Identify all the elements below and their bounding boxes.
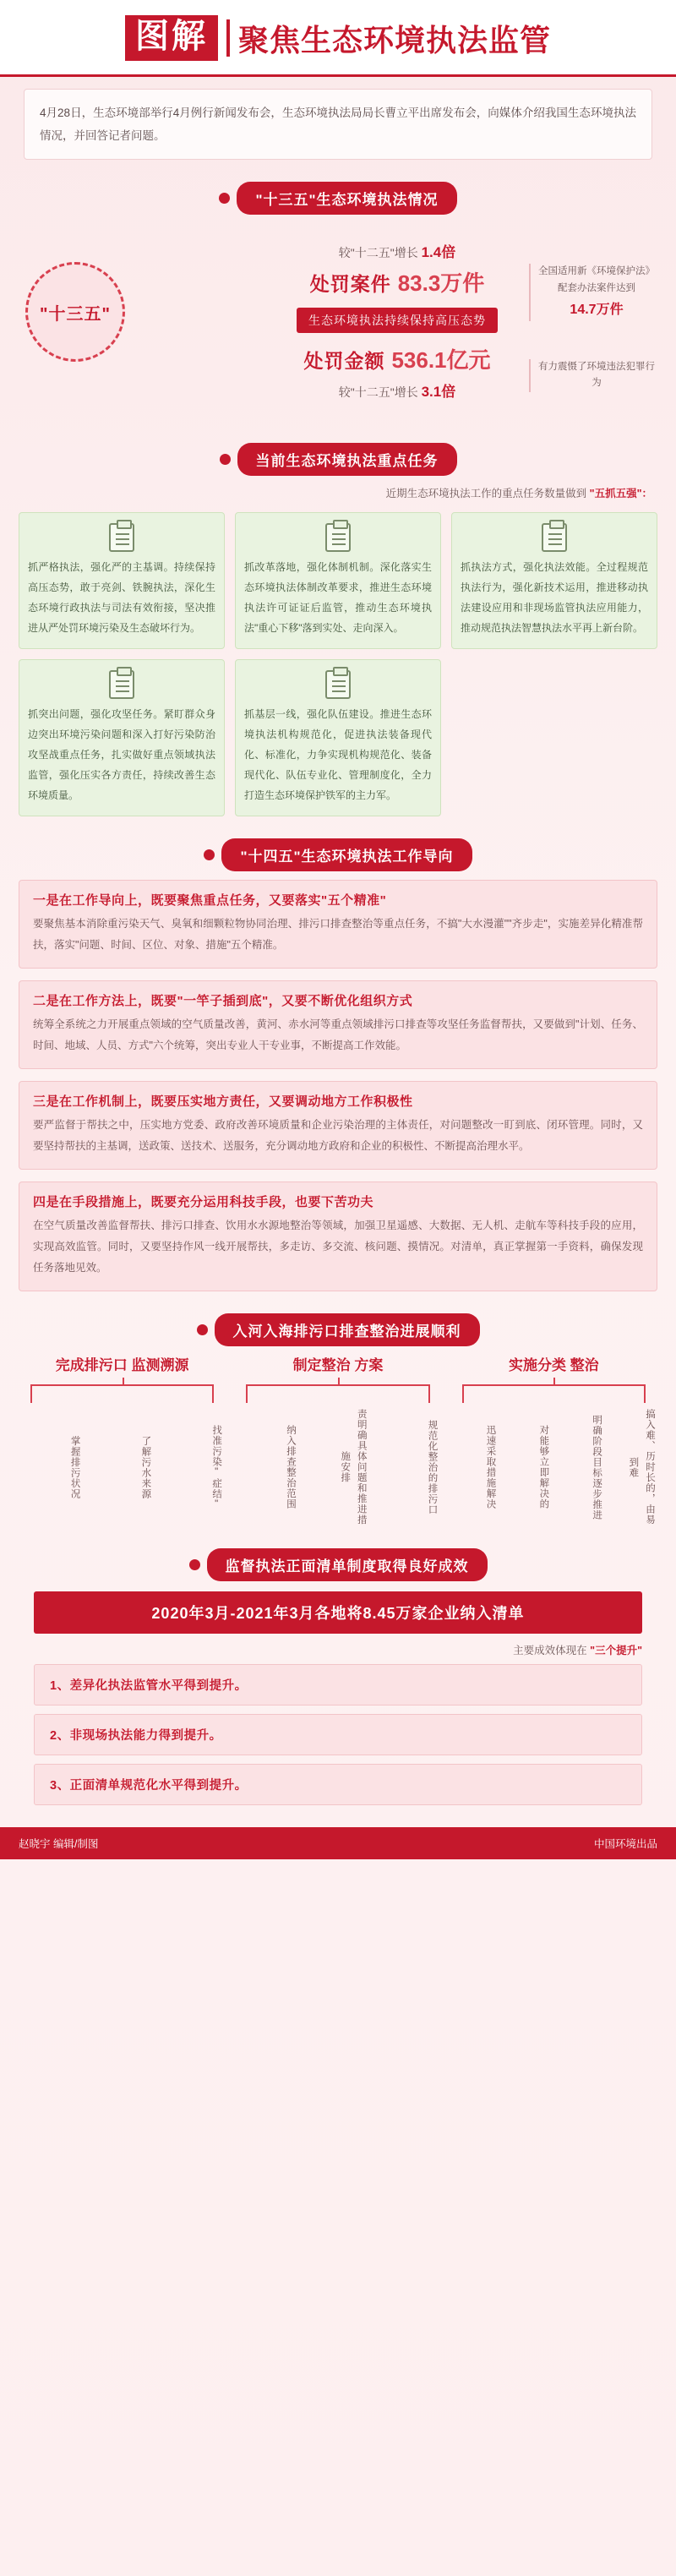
section5-title (0, 1548, 676, 1581)
stat-amount-label: 处罚金额 (303, 350, 385, 372)
task-card-text: 抓突出问题，强化攻坚任务。紧盯群众身边突出环境污染问题和深入打好污染防治攻坚战重点任务，扎实做好重点领域执法监管，强化压实各方责任，持续改善生态环境质量。 (28, 707, 215, 801)
section5-title-text: 监督执法正面清单制度取得良好成效 (207, 1548, 488, 1581)
bracket-icon (246, 1384, 429, 1403)
bullet-dot-icon (189, 1559, 200, 1570)
section5-note-text: 主要成效体现在 (513, 1645, 587, 1656)
lead-paragraph: 4月28日，生态环境部举行4月例行新闻发布会，生态环境执法局局长曹立平出席发布会，向媒体介绍我国生态环境执法情况，并回答记者问题。 (24, 89, 652, 160)
section2-title-text: 当前生态环境执法重点任务 (237, 443, 457, 476)
task-card-grid (19, 512, 657, 816)
section2-intro (24, 484, 652, 504)
port-sub-item: 责明确具体问题和推进措施安排 (340, 1409, 367, 1525)
header-divider (226, 19, 230, 57)
guidance-heading: 四是在手段措施上，既要充分运用科技手段，也要下苦功夫 (33, 1194, 374, 1209)
port-sub-item: 对能够立即解决的 (538, 1425, 549, 1509)
port-column-title: 完成排污口 监测溯源 (55, 1356, 189, 1373)
guidance-heading: 二是在工作方法上，既要"一竿子插到底"，又要不断优化组织方式 (33, 993, 413, 1008)
port-column (234, 1355, 441, 1527)
section1-title-text: "十三五"生态环境执法情况 (237, 182, 456, 215)
bullet-dot-icon (219, 193, 230, 204)
clipboard-icon (325, 523, 351, 552)
port-sub-item: 掌握排污状况 (69, 1435, 80, 1499)
achievement-list (34, 1664, 642, 1805)
side-note-1-value: 14.7万件 (570, 303, 624, 318)
section2-intro-highlight: "五抓五强"： (589, 488, 652, 499)
task-card (19, 659, 225, 816)
side-note-1 (529, 264, 656, 321)
stat-bottom-note-text: 较"十二五"增长 (338, 385, 418, 399)
stat-cases-value: 83.3万件 (397, 270, 485, 296)
task-card (451, 512, 657, 649)
task-card-text: 抓基层一线，强化队伍建设。推进生态环境执法机构规范化，促进执法装备现代化、标准化，力争实现机构规范化、装备现代化、队伍专业化、管理制度化，全力打造生态环境保护铁军的主力军。 (244, 707, 432, 801)
section3-title (0, 838, 676, 871)
page-header (0, 0, 676, 77)
stat-amount-value: 536.1亿元 (391, 347, 491, 373)
bullet-dot-icon (197, 1324, 208, 1335)
port-sub-item: 搞入难、历时长的，由易到难 (628, 1409, 655, 1525)
section1-stats (20, 223, 656, 421)
guidance-body: 在空气质量改善监督帮扶、排污口排查、饮用水水源地整治等领域，加强卫星遥感、大数据、无人机、走航车等科技手段的应用，实现高效监管。同时，又要坚持作风一线开展帮扶，多走访、多交流、核问题、摸情况。对清单，真正掌握第一手资料，确保发现任务落地见效。 (33, 1219, 643, 1274)
port-column-title: 制定整治 方案 (292, 1356, 384, 1373)
achievement-item: 1、差异化执法监管水平得到提升。 (34, 1664, 642, 1706)
guidance-item (19, 1182, 657, 1291)
guidance-item (19, 980, 657, 1069)
section3-title-text: "十四五"生态环境执法工作导向 (221, 838, 472, 871)
clipboard-icon (109, 523, 134, 552)
footer-publisher: 中国环境出品 (593, 1838, 657, 1850)
achievement-item: 3、正面清单规范化水平得到提升。 (34, 1764, 642, 1805)
side-note-1-text: 全国适用新《环境保护法》配套办法案件达到 (538, 266, 655, 293)
guidance-body: 要严监督于帮扶之中，压实地方党委、政府改善环境质量和企业污染治理的主体责任，对问题整改一盯到底、闭环管理。同时，又要坚持帮扶的主基调，送政策、送技术、送服务，充分调动地方政府和企业的积极性、不断提高治理水平。 (33, 1118, 643, 1152)
port-sub-item: 迅速采取措施解决 (485, 1425, 496, 1509)
section4-title-text: 入河入海排污口排查整治进展顺利 (215, 1313, 480, 1346)
section5-note-highlight: "三个提升" (590, 1645, 642, 1656)
stat-top-note (139, 240, 656, 261)
guidance-list (19, 880, 657, 1291)
side-note-2: 有力震慑了环境违法犯罪行为 (529, 359, 656, 392)
ports-columns (19, 1355, 657, 1527)
port-sub-item: 找准污染"症结" (211, 1424, 222, 1510)
achievement-item: 2、非现场执法能力得到提升。 (34, 1714, 642, 1755)
guidance-body: 统筹全系统之力开展重点领域的空气质量改善，黄河、赤水河等重点领域排污口排查等攻坚任务监督帮扶，又要做到"计划、任务、时间、地域、人员、方式"六个统筹，突出专业人干专业事，不断提高工作效能。 (33, 1018, 643, 1051)
port-column (19, 1355, 226, 1527)
task-card-text: 抓严格执法，强化严的主基调。持续保持高压态势，敢于亮剑、铁腕执法，深化生态环境行政执法与司法有效衔接，坚决推进从严处罚环境污染及生态破坏行为。 (28, 560, 215, 634)
header-badge: 图解 (125, 15, 218, 61)
section5-note (34, 1642, 642, 1657)
port-sub-item: 了解污水来源 (140, 1435, 151, 1499)
page-title: 聚焦生态环境执法监管 (237, 22, 551, 57)
stat-top-note-text: 较"十二五"增长 (338, 246, 418, 259)
stat-cases-label: 处罚案件 (309, 273, 391, 295)
page-footer (0, 1827, 676, 1859)
section2-intro-text: 近期生态环境执法工作的重点任务数量做到 (385, 488, 587, 499)
guidance-heading: 一是在工作导向上，既要聚焦重点任务，又要落实"五个精准" (33, 892, 387, 908)
clipboard-icon (109, 670, 134, 699)
stat-bottom-note-value: 3.1倍 (421, 384, 456, 400)
stat-top-note-value: 1.4倍 (421, 244, 456, 260)
bracket-icon (462, 1384, 646, 1403)
port-sub-item: 明确阶段目标逐步推进 (592, 1414, 602, 1520)
port-sub-item: 纳入排查整治范围 (286, 1425, 296, 1509)
task-card (235, 512, 441, 649)
guidance-body: 要聚焦基本消除重污染天气、臭氧和细颗粒物协同治理、排污口排查整治等重点任务，不搞"大水漫灌""齐步走"，实施差异化精准帮扶，落实"问题、时间、区位、对象、措施"五个精准。 (33, 917, 643, 951)
section1-title (0, 182, 676, 215)
stat-middle-banner: 生态环境执法持续保持高压态势 (297, 308, 498, 333)
port-column-title: 实施分类 整治 (508, 1356, 599, 1373)
guidance-heading: 三是在工作机制上，既要压实地方责任，又要调动地方工作积极性 (33, 1094, 413, 1109)
section4-title (0, 1313, 676, 1346)
task-card (19, 512, 225, 649)
bullet-dot-icon (220, 454, 231, 465)
section5-banner: 2020年3月-2021年3月各地将8.45万家企业纳入清单 (34, 1591, 642, 1634)
guidance-item (19, 1081, 657, 1170)
task-card-text: 抓执法方式，强化执法效能。全过程规范执法行为，强化新技术运用，推进移动执法建设应用和非现场监管执法应用能力，推动规范执法智慧执法水平再上新台阶。 (461, 560, 648, 634)
section2-title (0, 443, 676, 476)
task-card (235, 659, 441, 816)
guidance-item (19, 880, 657, 969)
bullet-dot-icon (204, 849, 215, 860)
stamp-badge: "十三五" (25, 262, 125, 362)
footer-credit: 赵晓宇 编辑/制图 (19, 1838, 99, 1850)
bracket-icon (30, 1384, 214, 1403)
port-column (450, 1355, 657, 1527)
port-sub-item: 规范化整治的排污口 (427, 1419, 438, 1515)
clipboard-icon (325, 670, 351, 699)
clipboard-icon (542, 523, 567, 552)
task-card-text: 抓改革落地，强化体制机制。深化落实生态环境执法体制改革要求，推进生态环境执法许可证证后监管，推动生态环境执法"重心下移"落到实处、走向深入。 (244, 560, 432, 634)
